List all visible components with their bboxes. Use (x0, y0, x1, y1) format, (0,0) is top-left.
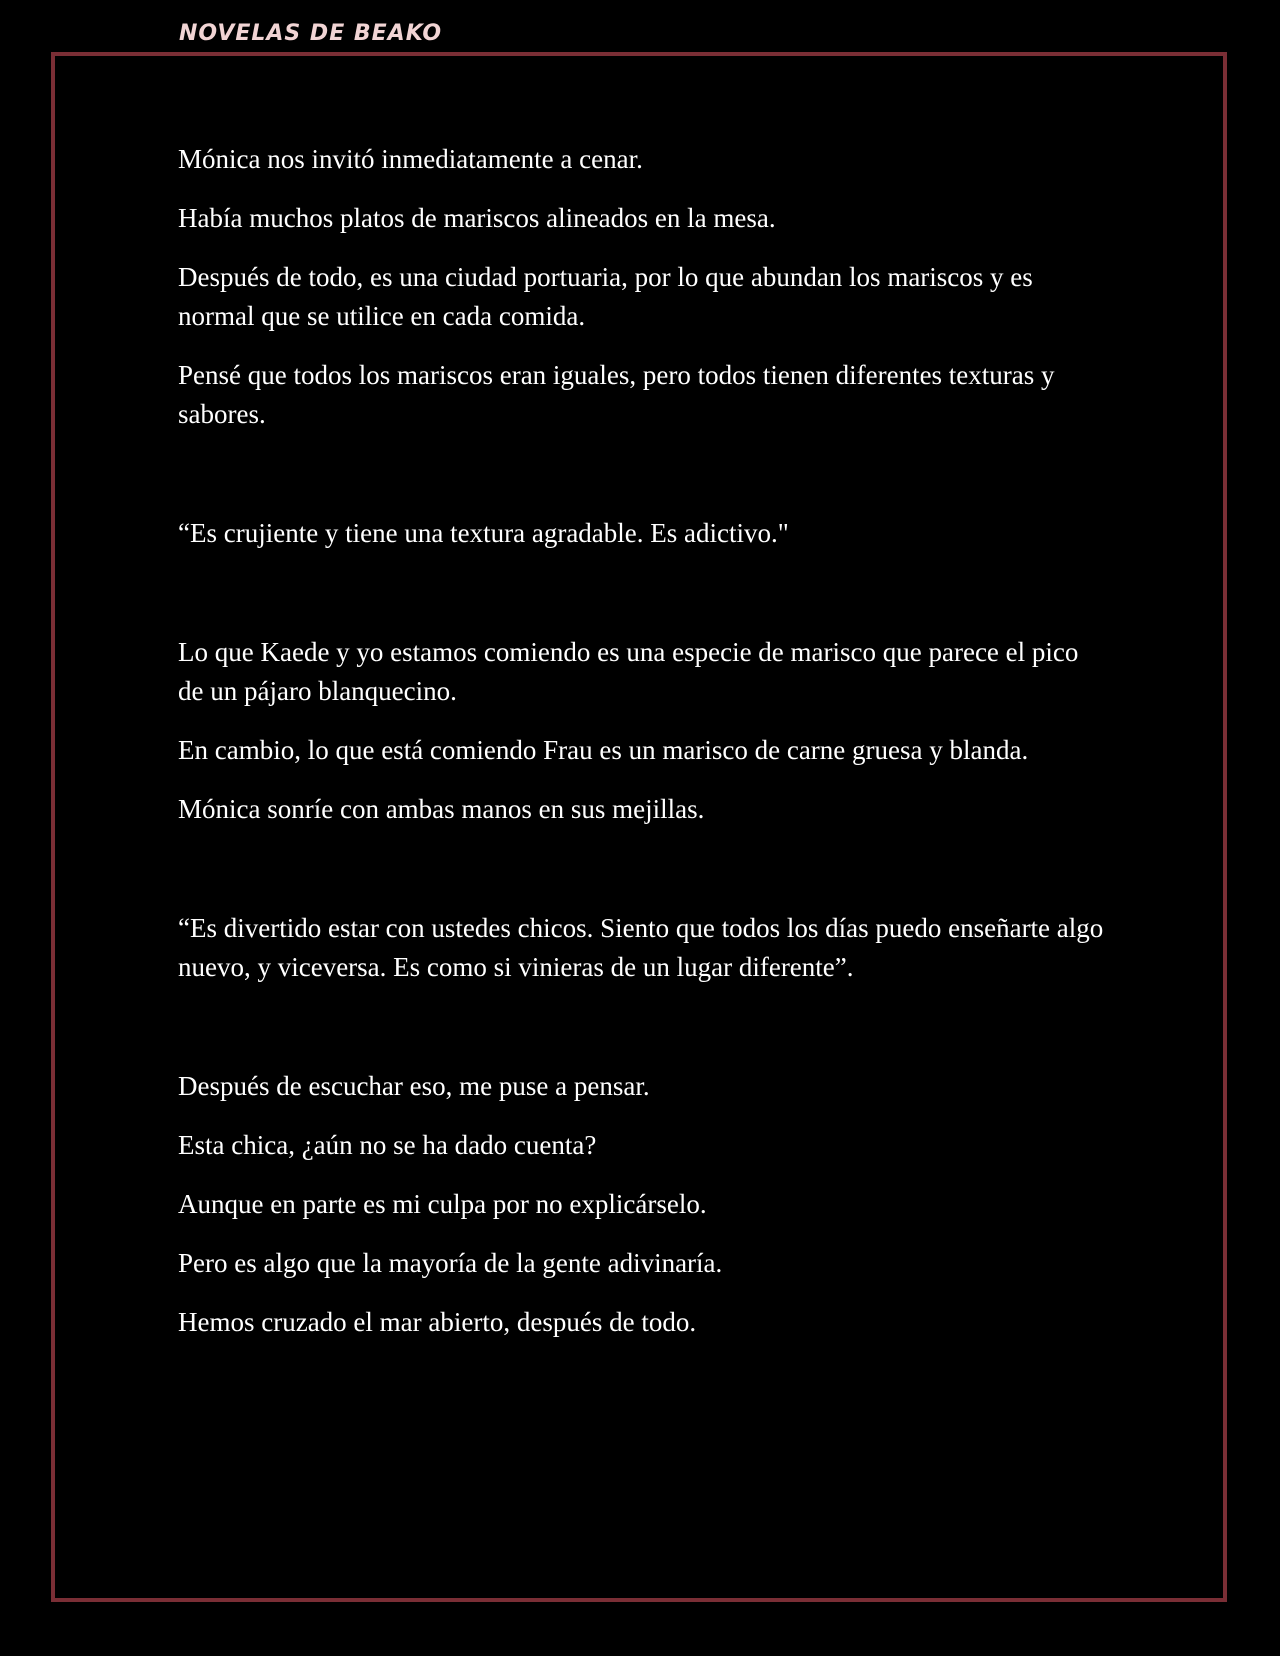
dialogue-paragraph: “Es divertido estar con ustedes chicos. Siento que todos los días puedo enseñarte algo nuevo, y viceversa. Es como si vinieras de un lugar diferente”. (178, 913, 1104, 982)
paragraph: Pero es algo que la mayoría de la gente adivinaría. (178, 1248, 723, 1278)
paragraph: Pensé que todos los mariscos eran iguales, pero todos tienen diferentes texturas y sabores. (178, 360, 1055, 429)
paragraph: Había muchos platos de mariscos alineados en la mesa. (178, 203, 776, 233)
paragraph: Mónica sonríe con ambas manos en sus mejillas. (178, 794, 705, 824)
paragraph: En cambio, lo que está comiendo Frau es un marisco de carne gruesa y blanda. (178, 735, 1029, 765)
paragraph: Después de todo, es una ciudad portuaria, por lo que abundan los mariscos y es normal que se utilice en cada comida. (178, 262, 1033, 331)
paragraph: Esta chica, ¿aún no se ha dado cuenta? (178, 1130, 597, 1160)
paragraph: Aunque en parte es mi culpa por no explicárselo. (178, 1189, 707, 1219)
site-title: NOVELAS DE BEAKO (179, 21, 443, 46)
paragraph: Lo que Kaede y yo estamos comiendo es una especie de marisco que parece el pico de un pájaro blanquecino. (178, 637, 1079, 706)
paragraph: Después de escuchar eso, me puse a pensar. (178, 1071, 650, 1101)
paragraph: Hemos cruzado el mar abierto, después de todo. (178, 1307, 697, 1337)
paragraph: Mónica nos invitó inmediatamente a cenar. (178, 144, 643, 174)
dialogue-paragraph: “Es crujiente y tiene una textura agradable. Es adictivo." (178, 518, 789, 548)
chapter-text (178, 140, 1108, 1362)
